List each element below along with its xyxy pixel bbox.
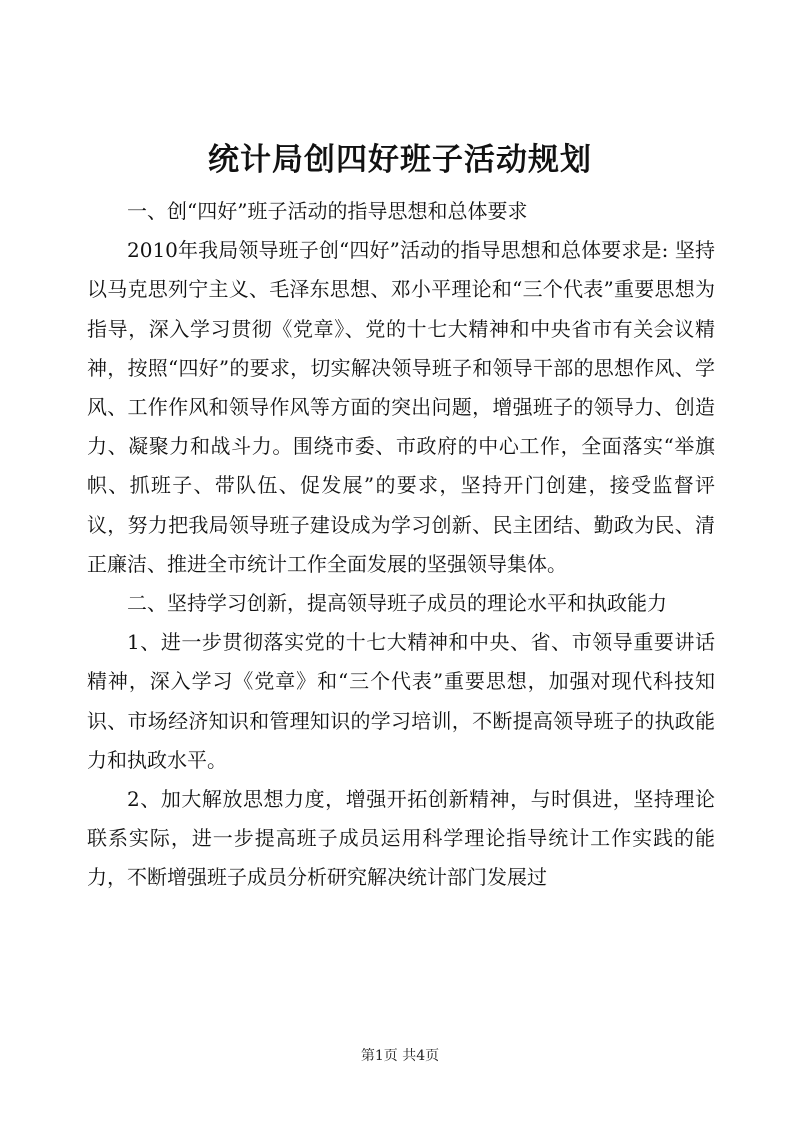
page-number-footer: 第1页 共4页 [360,1048,440,1064]
body-paragraph-2: 1、进一步贯彻落实党的十七大精神和中央、省、市领导重要讲话精神，深入学习《党章》和“三个代表”重要思想，加强对现代科技知识、市场经济知识和管理知识的学习培训，不断提高领导班子的执政能力和执政水平。 [87,630,715,772]
section-heading-2: 二、坚持学习创新，提高领导班子成员的理论水平和执政能力 [127,591,667,616]
body-paragraph-1: 2010年我局领导班子创“四好”活动的指导思想和总体要求是: 坚持以马克思列宁主义、毛泽东思想、邓小平理论和“三个代表”重要思想为指导，深入学习贯彻《党章》、党的十七大精神和中央省市有关会议精神，按照“四好”的要求，切实解决领导班子和领导干部的思想作风、学风、工作作风和领导作风等方面的突出问题，增强班子的领导力、创造力、凝聚力和战斗力。围绕市委、市政府的中心工作，全面落实“举旗帜、抓班子、带队伍、促发展”的要求，坚持开门创建，接受监督评议，努力把我局领导班子建设成为学习创新、民主团结、勤政为民、清正廉洁、推进全市统计工作全面发展的坚强领导集体。 [87,238,715,576]
document-body [87,192,715,898]
body-paragraph-3: 2、加大解放思想力度，增强开拓创新精神，与时俱进，坚持理论联系实际，进一步提高班子成员运用科学理论指导统计工作实践的能力，不断增强班子成员分析研究解决统计部门发展过 [87,787,715,890]
section-heading-1: 一、创“四好”班子活动的指导思想和总体要求 [127,199,528,223]
document-title: 统计局创四好班子活动规划 [208,142,592,178]
